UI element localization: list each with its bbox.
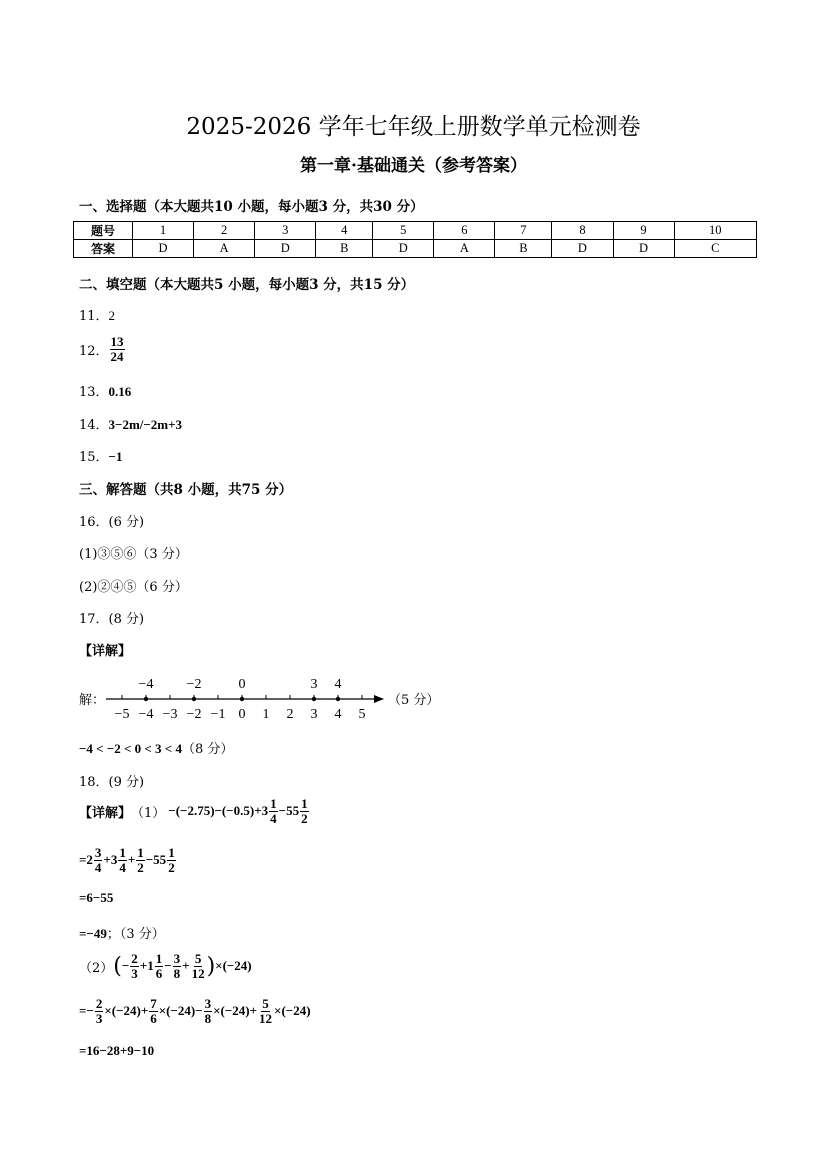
number-line-point [192,697,196,701]
section3-heading: 三、解答题（共8 小题，共75 分） [79,482,293,498]
expr-text: +3 [103,852,118,868]
score: ；（3 分） [106,927,165,942]
table-cell: B [495,240,552,258]
paren-close: ) [206,953,216,979]
answer-table [73,221,757,258]
fraction: $\frac{1}{4}$ [270,796,277,826]
table-cell: A [194,240,255,258]
plus-sign: + [249,1003,258,1019]
number-line-point [240,697,244,701]
answer-value: 2 [108,308,116,323]
answer-value: −1 [108,449,123,464]
question-number: 13． [79,385,109,400]
expr-text: ×(−24) [104,1003,141,1019]
table-cell: 4 [316,222,373,240]
q18-expression-1 [79,797,310,825]
answer-14 [79,414,182,433]
table-cell: D [133,240,194,258]
number-line-tick-label: −3 [162,707,178,722]
plus-sign: + [140,1003,149,1019]
number-line-tick-label: 2 [286,707,294,722]
number-line-tick-label: 4 [334,707,342,722]
fraction: $\frac{1}{2}$ [137,845,144,875]
q18-step-1 [79,846,177,874]
number-line-point-label: 4 [334,677,342,692]
fraction: $\frac{1}{2}$ [168,845,175,875]
table-cell: 7 [495,222,552,240]
expr-text: ×(−24) [215,958,252,974]
number-line-tick-label: 3 [310,707,318,722]
table-cell: C [674,240,756,258]
answer-11 [79,305,115,324]
fraction: $\frac{13}{24}$ [110,334,124,364]
part-label: （2） [79,960,114,976]
fraction: $\frac{2}{3}$ [131,951,138,981]
number-line-tick-label: 5 [358,707,366,722]
expr-text: ×(−24) [158,1003,196,1019]
q18-expression-2 [79,952,252,980]
q18-heading: 18．(9 分) [79,775,145,790]
table-cell: 3 [255,222,316,240]
q16-heading: 16．(6 分) [79,515,145,530]
minus-sign: − [164,958,172,974]
fraction: $\frac{1}{2}$ [301,796,308,826]
fraction: $\frac{2}{3}$ [95,996,103,1026]
q18-step-3 [79,923,165,942]
expr-text: −(−2.75)−(−0.5)+3 [168,803,269,819]
table-cell: 8 [552,222,613,240]
answer-13 [79,381,131,400]
number-line-point [336,697,340,701]
section2-heading: 二、填空题（本大题共5 小题，每小题3 分，共15 分） [79,277,415,293]
detail-label: 【详解】 [79,805,132,821]
q18-step-2: =6−55 [79,890,114,905]
question-number: 15． [79,450,109,465]
table-cell: D [552,240,613,258]
number-line-point-label: 0 [238,677,246,692]
number-line-tick-label: −4 [138,707,154,722]
expr-text: +1 [139,958,154,974]
page-subtitle: 第一章·基础通关（参考答案） [300,156,527,176]
number-line-point-label: −2 [186,677,202,692]
fraction: $\frac{5}{12}$ [191,951,205,981]
numberline-score: （5 分） [388,693,440,708]
table-row-answers [74,240,757,258]
answer-value: 0.16 [108,384,132,399]
fraction: $\frac{3}{4}$ [94,845,102,875]
question-number: 11． [79,309,109,324]
table-cell: 9 [613,222,674,240]
q17-heading: 17．(8 分) [79,612,145,627]
number-line-point-label: −4 [138,677,154,692]
q18-step-5: =16−28+9−10 [79,1043,155,1058]
answer-15 [79,446,122,465]
fraction: $\frac{1}{4}$ [119,845,126,875]
table-cell: 2 [194,222,255,240]
fraction: $\frac{7}{6}$ [150,996,157,1026]
question-number: 14． [79,418,109,433]
equals-sign: =− [79,1003,94,1019]
expr-text: =−49 [79,926,107,941]
table-header-cell: 题号 [74,222,133,240]
score: （8 分） [181,742,234,757]
fraction: $\frac{5}{12}$ [259,996,273,1026]
table-cell: 1 [133,222,194,240]
inequality: −4 < −2 < 0 < 3 < 4 [79,741,182,756]
number-line-tick-label: −5 [114,707,130,722]
table-cell: D [613,240,674,258]
expr-text: −55 [145,852,167,868]
paren-open: ( [113,953,122,979]
solve-label: 解： [79,693,106,708]
fraction: $\frac{3}{8}$ [204,996,212,1026]
plus-sign: + [182,958,190,974]
expr-text: ×(−24) [274,1003,311,1019]
expr-text: ×(−24) [213,1003,250,1019]
expr-text: −55 [278,803,300,819]
q16-part1: (1)③⑤⑥（3 分） [79,547,188,562]
number-line-tick-label: 0 [238,707,246,722]
number-line-point [144,697,148,701]
number-line-point [312,697,316,701]
table-cell: D [373,240,434,258]
fraction: $\frac{1}{6}$ [155,951,163,981]
arrow-icon [374,695,384,703]
part-label: （1） [131,805,166,821]
minus-sign: − [121,958,130,974]
number-line-tick-label: 1 [262,707,270,722]
number-line-tick-label: −1 [210,707,226,722]
table-cell: A [434,240,495,258]
q16-part2: (2)②④⑤（6 分） [79,580,188,595]
number-line-point-label: 3 [310,677,318,692]
table-cell: D [255,240,316,258]
expr-text: =2 [79,852,93,868]
detail-label: 【详解】 [79,644,132,659]
minus-sign: − [195,1003,203,1019]
section1-heading: 一、选择题（本大题共10 小题，每小题3 分，共30 分） [79,199,424,215]
q18-step-4 [79,997,311,1025]
table-cell: B [316,240,373,258]
answer-12 [79,335,126,363]
number-line [100,668,400,726]
table-cell: 10 [674,222,756,240]
number-line-tick-label: −2 [186,707,202,722]
fraction: $\frac{3}{8}$ [173,951,181,981]
expr-text: + [127,852,136,868]
question-number: 12． [79,343,109,359]
answer-value: 3−2m/−2m+3 [108,417,183,432]
table-cell: 6 [434,222,495,240]
table-header-cell: 答案 [74,240,133,258]
page-title: 2025-2026 学年七年级上册数学单元检测卷 [186,114,641,140]
q17-result [79,738,233,757]
table-row-questions [74,222,757,240]
table-cell: 5 [373,222,434,240]
